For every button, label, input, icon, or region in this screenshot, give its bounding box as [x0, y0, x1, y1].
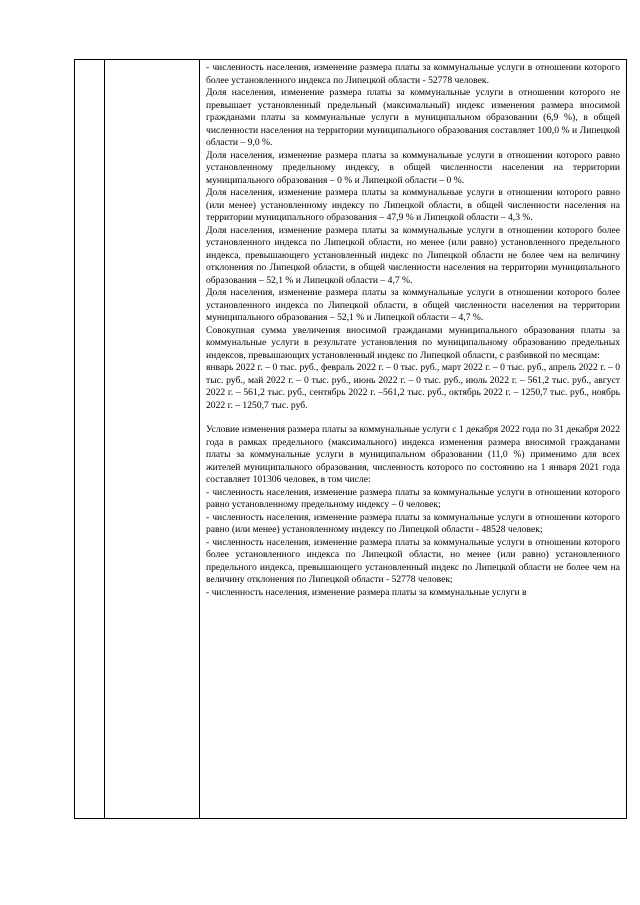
paragraph: Доля населения, изменение размера платы за коммунальные услуги в отношении которого более установленного индекса по Липецкой области, но менее (или равно) установленного предельного индекса, превышающего установленный индекс по Липецкой области не более чем на величину отклонения по Липецкой области, в общей численности населения на территории муниципального образования – 52,1 % и Липецкой области – 4,7 %. [206, 224, 620, 286]
paragraph: Совокупная сумма увеличения вносимой гражданами муниципального образования платы за коммунальные услуги в результате установления по муниципальному образованию предельных индексов, превышающих установленный индекс по Липецкой области, с разбивкой по месяцам: [206, 324, 620, 361]
paragraph: - численность населения, изменение размера платы за коммунальные услуги в отношении которого равно (или менее) установленному индексу по Липецкой области - 48528 человек; [206, 511, 620, 535]
table-cell-number [75, 60, 105, 819]
paragraph: - численность населения, изменение размера платы за коммунальные услуги в [206, 586, 527, 598]
table-cell-empty [105, 60, 200, 819]
paragraph: - численность населения, изменение размера платы за коммунальные услуги в отношении которого более установленного индекса по Липецкой области, но менее (или равно) установленного предельного индекса, превышающего установленный индекс по Липецкой области не более чем на величину отклонения по Липецкой области - 52778 человек; [206, 536, 620, 585]
document-table [74, 59, 627, 819]
paragraph: - численность населения, изменение размера платы за коммунальные услуги в отношении которого равно установленному предельному индексу – 0 человек; [206, 486, 620, 510]
paragraph: январь 2022 г. – 0 тыс. руб., февраль 2022 г. – 0 тыс. руб., март 2022 г. – 0 тыс. руб., апрель 2022 г. – 0 тыс. руб., май 2022 г. – 0 тыс. руб., июнь 2022 г. – 0 тыс. руб., июль 2022 г. – 561,2 тыс. руб., август 2022 г. – 561,2 тыс. руб., сентябрь 2022 г. –561,2 тыс. руб., октябрь 2022 г. – 1250,7 тыс. руб., ноябрь 2022 г. – 1250,7 тыс. руб. [206, 362, 620, 411]
table-row [75, 60, 627, 819]
paragraph: - численность населения, изменение размера платы за коммунальные услуги в отношении которого более установленного индекса по Липецкой области - 52778 человек. [206, 62, 620, 86]
paragraph: Доля населения, изменение размера платы за коммунальные услуги в отношении которого равно (или менее) установленному индексу по Липецкой области, в общей численности населения на территории муниципального образования – 47,9 % и Липецкой области – 4,3 %. [206, 187, 620, 223]
paragraph: Доля населения, изменение размера платы за коммунальные услуги в отношении которого равно установленному предельному индексу, в общей численности населения на территории муниципального образования – 0 % и Липецкой области – 0 %. [206, 149, 620, 186]
paragraph: Доля населения, изменение размера платы за коммунальные услуги в отношении которого не превышает установленный предельный (максимальный) индекс изменения размера вносимой гражданами платы за коммунальные услуги в муниципальном образовании (6,9 %), в общей численности населения на территории муниципального образования составляет 100,0 % и Липецкой области – 9,0 %. [206, 87, 620, 148]
paragraph: Условие изменения размера платы за коммунальные услуги с 1 декабря 2022 года по 31 декабря 2022 года в рамках предельного (максимального) индекса изменения размера вносимой гражданами платы за коммунальные услуги в муниципальном образовании (11,0 %) применимо для всех жителей муниципального образования, численность которого по состоянию на 1 января 2021 года составляет 101306 человек, в том числе: [206, 424, 620, 485]
paragraph: Доля населения, изменение размера платы за коммунальные услуги в отношении которого более установленного индекса по Липецкой области, в общей численности населения на территории муниципального образования – 52,1 % и Липецкой области – 4,7 %. [206, 287, 620, 323]
spacer [206, 412, 620, 424]
table-cell-text [200, 60, 627, 819]
